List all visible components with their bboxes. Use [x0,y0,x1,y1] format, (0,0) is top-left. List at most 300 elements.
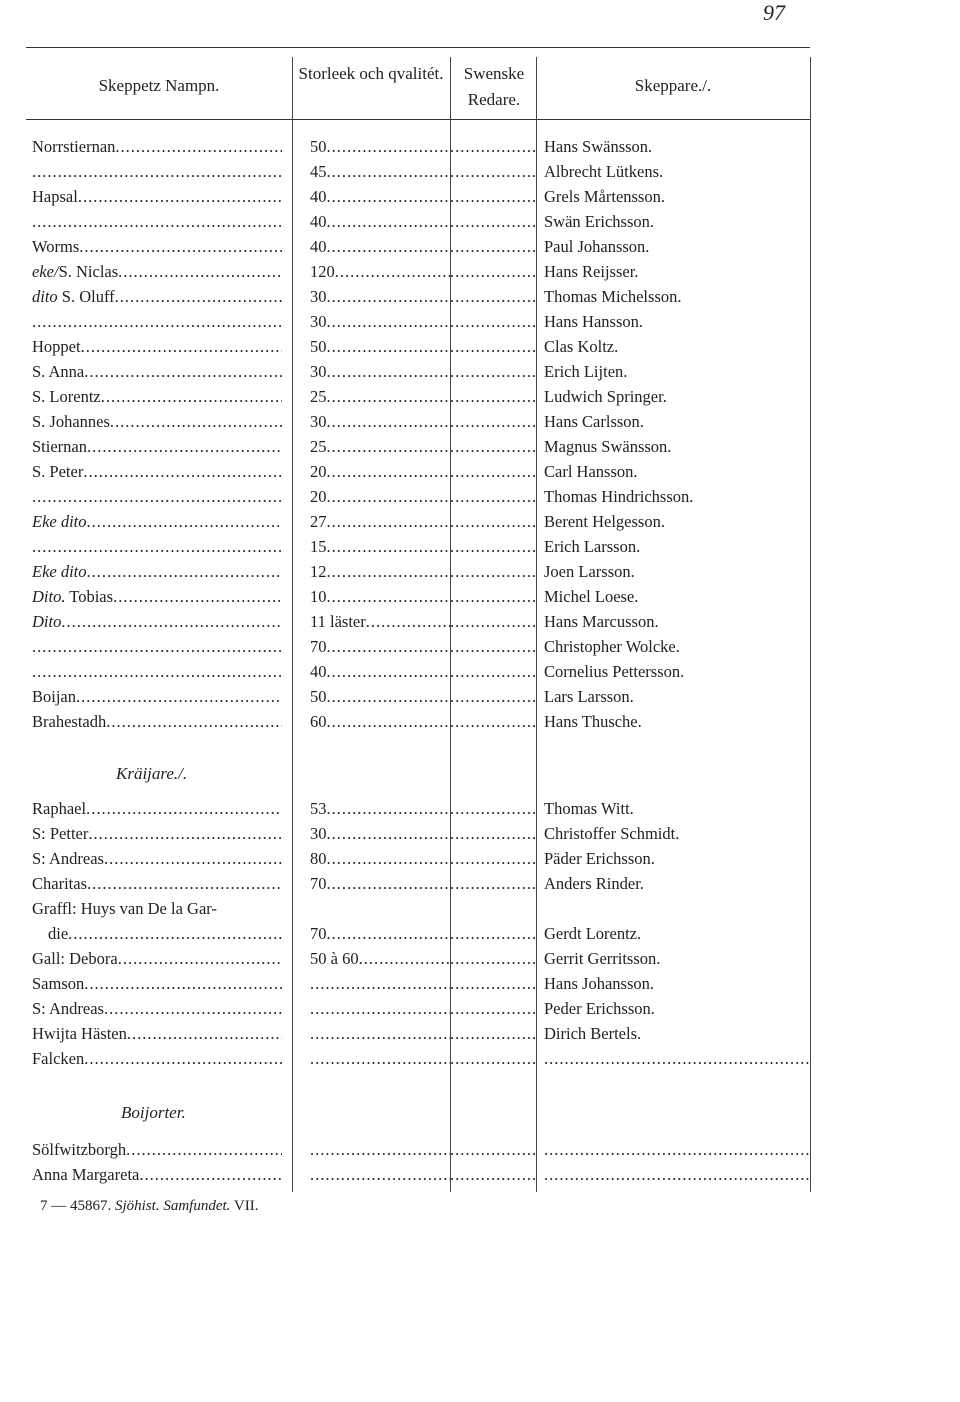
ship-master: Christoffer Schmidt. [544,824,680,843]
size-cell [310,796,450,821]
ship-name-cell [32,309,282,334]
ship-name-cell-text [32,184,78,209]
leader-dots [450,971,536,996]
leader-dots [450,359,536,384]
size-cell-text [310,484,327,509]
ship-size: 40 [310,212,327,231]
leader-dots [68,921,282,946]
owners-cell [450,534,536,559]
ship-name-cell [32,209,282,234]
leader-dots [327,309,451,334]
leader-dots [327,234,451,259]
ship-name-cell-text [32,1021,127,1046]
table-row [26,1137,810,1162]
leader-dots [450,309,536,334]
master-cell-text [544,612,659,631]
ship-name: Stiernan [32,437,87,456]
leader-dots [450,1021,536,1046]
table-row [26,921,810,946]
ship-size: 12 [310,562,327,581]
ship-size: 15 [310,537,327,556]
leader-dots [450,459,536,484]
leader-dots [32,484,282,509]
ship-name-cell [32,896,282,921]
size-cell [310,1137,450,1162]
leader-dots [327,184,451,209]
leader-dots [310,1046,450,1071]
leader-dots [115,284,282,309]
leader-dots [450,1137,536,1162]
owners-cell [450,209,536,234]
size-cell [310,609,450,634]
leader-dots [32,659,282,684]
ship-master: Peder Erichsson. [544,999,655,1018]
ship-name-cell-text [32,871,87,896]
leader-dots [450,184,536,209]
size-cell [310,334,450,359]
leader-dots [450,159,536,184]
ship-size: 10 [310,587,327,606]
footer-title: Sjöhist. Samfundet. [115,1198,231,1214]
owners-cell [450,509,536,534]
table-row [26,1021,810,1046]
size-cell [310,846,450,871]
ship-name: Tobias [65,587,114,606]
master-cell [544,284,810,309]
size-cell [310,946,450,971]
ship-name-cell-text [32,259,118,284]
master-cell-text [544,687,634,706]
ship-name-cell [32,334,282,359]
master-cell-text [544,537,640,556]
master-cell-text [544,162,663,181]
header-size-quality: Storleek och qvalitét. [298,64,444,83]
leader-dots [32,209,282,234]
master-cell-text [544,237,649,256]
master-cell-text [544,924,641,943]
ship-name-cell-text [32,284,115,309]
master-cell-text [544,187,665,206]
master-cell [544,209,810,234]
leader-dots [327,384,451,409]
size-cell [310,409,450,434]
ship-size: 25 [310,437,327,456]
master-cell [544,796,810,821]
table-row [26,821,810,846]
ship-master: Hans Carlsson. [544,412,644,431]
leader-dots [450,384,536,409]
leader-dots [106,709,282,734]
leader-dots [84,359,282,384]
size-cell-text [310,284,327,309]
leader-dots [327,284,451,309]
master-cell-text [544,799,634,818]
leader-dots [84,1046,282,1071]
footer-ref: 7 — 45867. [40,1198,112,1214]
ship-name-cell-text [32,434,87,459]
leader-dots [450,334,536,359]
master-cell-text [544,587,638,606]
owners-cell [450,921,536,946]
ship-name-cell [32,134,282,159]
table-row [26,159,810,184]
size-cell [310,709,450,734]
leader-dots [450,846,536,871]
ship-name-cell [32,1021,282,1046]
ship-name: S. Johannes [32,412,110,431]
header-swedish-owners: Swenske Redare. [463,64,525,109]
ship-name-cell [32,871,282,896]
owners-cell [450,259,536,284]
owners-cell [450,1162,536,1187]
ship-name-cell [32,484,282,509]
owners-cell [450,996,536,1021]
ship-name-cell-text [32,384,101,409]
owners-cell [450,796,536,821]
size-cell-text [310,584,327,609]
table-row [26,846,810,871]
leader-dots [126,1137,282,1162]
ship-name-cell-text [32,609,61,634]
size-cell [310,1046,450,1071]
ship-master: Thomas Hindrichsson. [544,487,694,506]
leader-dots [327,634,451,659]
ship-name-cell [32,409,282,434]
leader-dots [87,871,282,896]
leader-dots [450,609,536,634]
leader-dots [310,996,450,1021]
ship-name-cell [32,971,282,996]
ship-name-cell-text [32,584,113,609]
ship-name: Worms [32,237,80,256]
size-cell [310,509,450,534]
table-row [26,796,810,821]
master-cell [544,609,810,634]
master-cell-text [544,362,627,381]
ship-size: 30 [310,412,327,431]
table-row [26,1046,810,1071]
ship-master: Hans Hansson. [544,312,643,331]
ship-size: 30 [310,362,327,381]
ship-name-cell [32,234,282,259]
table-row [26,709,810,734]
header-ship-master: Skeppare./. [634,76,712,95]
table-row [26,134,810,159]
ship-name: S. Lorentz [32,387,101,406]
size-cell-text [310,434,327,459]
size-cell [310,484,450,509]
ship-name-cell [32,559,282,584]
ship-master: Erich Larsson. [544,537,641,556]
table-row [26,659,810,684]
size-cell [310,159,450,184]
owners-cell [450,846,536,871]
ship-size: 30 [310,312,327,331]
leader-dots [450,709,536,734]
size-cell [310,234,450,259]
ship-size: 120 [310,262,335,281]
table-row [26,434,810,459]
ship-size: 70 [310,637,327,656]
owners-cell [450,434,536,459]
column-divider [810,57,811,1192]
master-cell-text [544,999,655,1018]
master-cell [544,434,810,459]
ship-master: Gerdt Lorentz. [544,924,642,943]
ship-size: 53 [310,799,327,818]
size-cell-text [310,184,327,209]
size-cell-text [310,871,327,896]
leader-dots [450,209,536,234]
master-cell [544,846,810,871]
owners-cell [450,284,536,309]
ship-name: Hwijta Hästen [32,1024,127,1043]
leader-dots [104,996,282,1021]
owners-cell [450,946,536,971]
leader-dots [450,484,536,509]
ship-size: 50 à 60 [310,949,359,968]
owners-cell [450,484,536,509]
master-cell [544,1137,810,1162]
size-cell [310,684,450,709]
leader-dots [450,584,536,609]
table-row [26,584,810,609]
size-cell-text [310,709,327,734]
size-cell-text [310,634,327,659]
ship-name-cell-text [32,459,83,484]
ship-name: Norrstiernan [32,137,116,156]
ship-name-cell-text [32,134,115,159]
table-row [26,896,810,921]
master-cell [544,159,810,184]
leader-dots [32,534,282,559]
ship-master: Clas Koltz. [544,337,619,356]
ship-name-cell [32,584,282,609]
master-cell-text [544,512,665,531]
header-rule [26,119,810,120]
leader-dots [118,259,282,284]
leader-dots [450,534,536,559]
ship-name: Hoppet [32,337,81,356]
leader-dots [544,1137,810,1162]
ship-name: die [48,924,69,943]
leader-dots [87,434,282,459]
ship-name: Samson [32,974,85,993]
owners-cell [450,1021,536,1046]
owners-cell [450,334,536,359]
master-cell-text [544,137,652,156]
ship-name-cell-text [32,409,110,434]
ship-master: Paul Johansson. [544,237,650,256]
owners-cell [450,609,536,634]
ship-name-cell [32,159,282,184]
ship-name-cell [32,184,282,209]
ship-master: Anders Rinder. [544,874,644,893]
ship-name-cell-text [32,509,87,534]
size-cell-text [310,459,327,484]
ship-master: Hans Johansson. [544,974,654,993]
ship-size: 80 [310,849,327,868]
table-row [26,184,810,209]
ship-name-cell-text [32,1046,84,1071]
size-cell-text [310,334,327,359]
leader-dots [450,821,536,846]
leader-dots [450,1046,536,1071]
leader-dots [84,971,282,996]
table-row [26,209,810,234]
size-cell [310,534,450,559]
leader-dots [327,584,451,609]
ship-master: Joen Larsson. [544,562,635,581]
master-cell [544,1162,810,1187]
ship-name: Gall: Debora [32,949,118,968]
table-row [26,634,810,659]
size-cell-text [310,609,366,634]
owners-cell [450,459,536,484]
ship-prefix: Eke dito [32,562,87,581]
size-cell-text [310,659,327,684]
master-cell-text [544,1024,641,1043]
ship-size: 30 [310,287,327,306]
leader-dots [83,459,282,484]
leader-dots [87,509,282,534]
ship-master: Hans Swänsson. [544,137,653,156]
master-cell-text [544,387,667,406]
ship-name-cell [32,384,282,409]
master-cell [544,509,810,534]
master-cell-text [544,287,682,306]
master-cell-text [544,637,680,656]
owners-cell [450,159,536,184]
master-cell [544,871,810,896]
master-cell-text [544,562,635,581]
ship-name-cell-text [32,1137,126,1162]
leader-dots [359,946,450,971]
master-cell-text [544,874,644,893]
size-cell [310,384,450,409]
ship-master: Päder Erichsson. [544,849,655,868]
leader-dots [450,409,536,434]
ship-master: Hans Thusche. [544,712,642,731]
ship-name-cell [32,684,282,709]
master-cell [544,259,810,284]
size-cell [310,1021,450,1046]
ship-name-cell-text [32,709,106,734]
owners-cell [450,871,536,896]
ship-name: Charitas [32,874,87,893]
leader-dots [450,921,536,946]
leader-dots [86,796,282,821]
table-row [26,534,810,559]
table-row [26,609,810,634]
size-cell [310,434,450,459]
leader-dots [450,871,536,896]
leader-dots [327,709,451,734]
master-cell [544,709,810,734]
master-cell [544,1021,810,1046]
ship-name-cell-text [32,821,88,846]
ship-name-cell-text [32,996,104,1021]
ship-name-cell [32,359,282,384]
size-cell [310,284,450,309]
table-row [26,684,810,709]
master-cell [544,309,810,334]
size-cell-text [310,309,327,334]
master-cell-text [544,849,655,868]
section-boijorter: Boijorter. [121,1103,186,1122]
leader-dots [32,634,282,659]
owners-cell [450,634,536,659]
table-row [26,459,810,484]
master-cell [544,921,810,946]
ship-size: 50 [310,137,327,156]
ship-name-cell-text [48,921,68,946]
ship-name-cell-text [32,234,79,259]
leader-dots [127,1021,282,1046]
ship-name-cell [32,946,282,971]
owners-cell [450,584,536,609]
ship-name-cell-text [32,559,87,584]
size-cell [310,971,450,996]
ship-name-cell-text [32,359,84,384]
master-cell [544,996,810,1021]
size-cell [310,459,450,484]
ship-name: S. Peter [32,462,84,481]
size-cell [310,1162,450,1187]
leader-dots [450,284,536,309]
leader-dots [327,659,451,684]
leader-dots [310,1021,450,1046]
ship-size: 70 [310,874,327,893]
leader-dots [327,209,451,234]
leader-dots [450,559,536,584]
ship-name: Falcken [32,1049,85,1068]
owners-cell [450,409,536,434]
leader-dots [327,434,451,459]
owners-cell [450,359,536,384]
size-cell [310,634,450,659]
ship-master: Ludwich Springer. [544,387,667,406]
ship-name-cell-text [32,334,81,359]
ship-master: Erich Lijten. [544,362,628,381]
owners-cell [450,309,536,334]
size-cell-text [310,534,327,559]
size-cell [310,996,450,1021]
table-row [26,871,810,896]
leader-dots [544,1162,810,1187]
size-cell-text [310,921,327,946]
ship-size: 11 läster [310,612,366,631]
leader-dots [366,609,450,634]
leader-dots [327,484,451,509]
ship-name-cell [32,434,282,459]
owners-cell [450,184,536,209]
owners-cell [450,134,536,159]
ship-master: Michel Loese. [544,587,639,606]
ship-master: Magnus Swänsson. [544,437,672,456]
leader-dots [110,409,282,434]
leader-dots [32,309,282,334]
ship-name-cell-text [32,684,76,709]
ship-name: S: Andreas [32,849,104,868]
master-cell [544,459,810,484]
master-cell-text [544,337,618,356]
leader-dots [450,684,536,709]
ship-name: S. Niclas [58,262,119,281]
ship-master: Albrecht Lütkens. [544,162,664,181]
leader-dots [450,996,536,1021]
leader-dots [104,846,282,871]
